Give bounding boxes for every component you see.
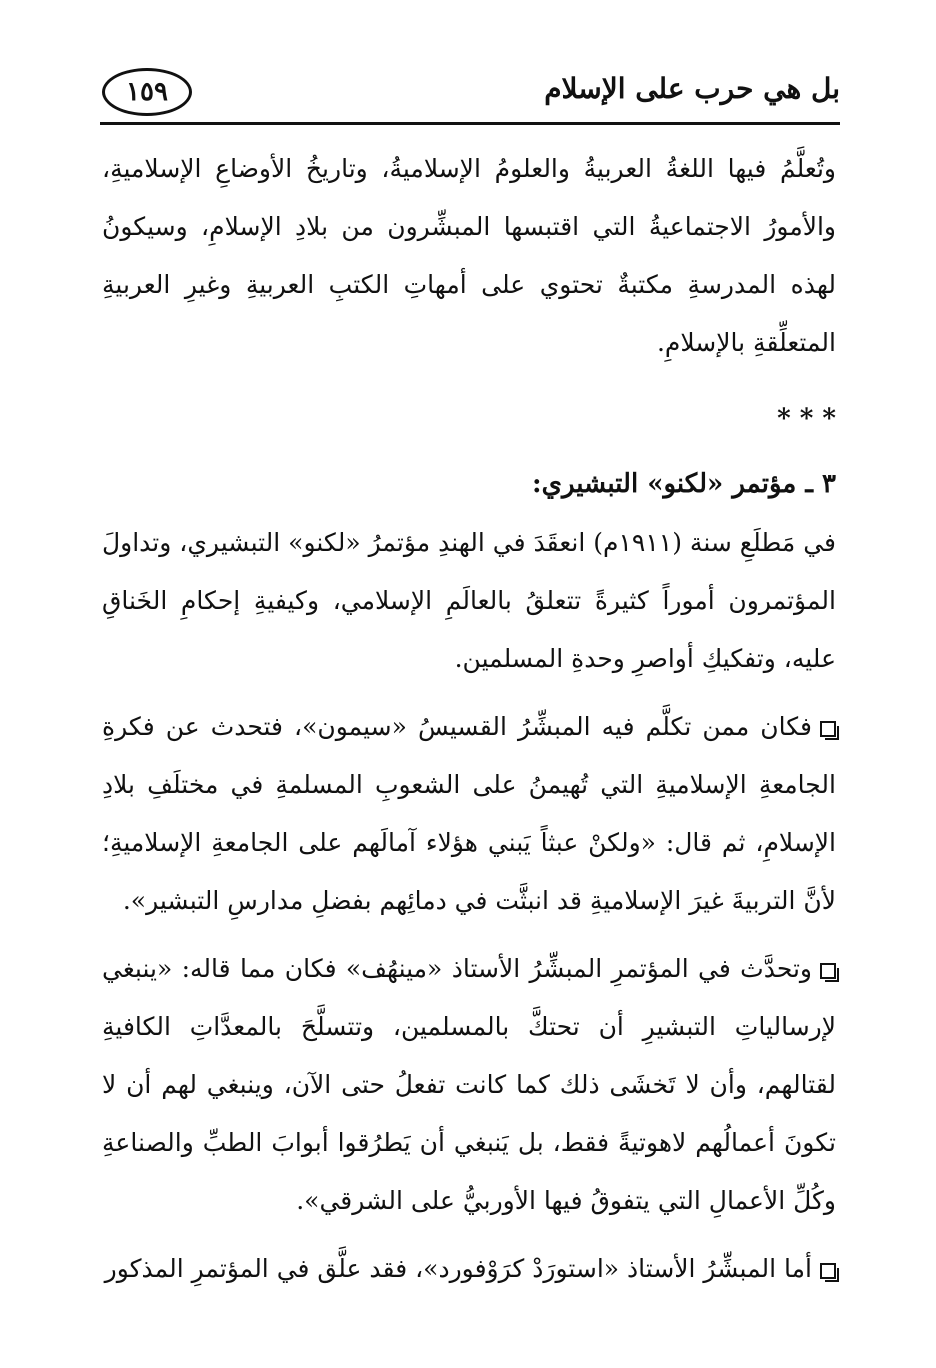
paragraph-1: وتُعلَّمُ فيها اللغةُ العربيةُ والعلومُ الإسلاميةُ، وتاريخُ الأوضاعِ الإسلاميةِ، والأمورُ الاجتماعيةُ التي اقتبسها المبشِّرون من بلادِ الإسلامِ، وسيكونُ لهذه المدرسةِ مكتبةٌ تحتوي على أمهاتِ الكتبِ العربيةِ وغيرِ العربيةِ المتعلِّقةِ بالإسلامِ. <box>102 154 836 357</box>
page-number: ١٥٩ <box>102 68 192 116</box>
square-bullet-icon <box>820 721 836 737</box>
paragraph-4-text: وتحدَّث في المؤتمرِ المبشِّرُ الأستاذ «مينهُف» فكان مما قاله: «ينبغي لإرسالياتِ التبشيرِ أن تحتكَّ بالمسلمين، وتتسلَّحَ بالمعدَّاتِ الكافيةِ لقتالهم، وأن لا تَخشَى ذلك كما كانت تفعلُ حتى الآن، وينبغي لهم أن لا تكونَ أعمالُهم لاهوتيةً فقط، بل يَنبغي أن يَطرُقوا أبوابَ الطبِّ والصناعةِ وكُلِّ الأعمالِ التي يتفوقُ فيها الأوربيُّ على الشرقي». <box>102 954 836 1215</box>
paragraph-4 <box>102 940 836 1230</box>
square-bullet-icon <box>820 963 836 979</box>
running-title: بل هي حرب على الإسلام <box>544 72 840 105</box>
paragraph-2-text: في مَطلَعِ سنة (١٩١١م) انعقَدَ في الهندِ مؤتمرُ «لكنو» التبشيري، وتداولَ المؤتمرون أموراً كثيرةً تتعلقُ بالعالَمِ الإسلامي، وكيفيةِ إحكامِ الخَناقِ عليه، وتفكيكِ أواصرِ وحدةِ المسلمين. <box>102 528 836 673</box>
paragraph-5-text: أما المبشِّرُ الأستاذ «استورَدْ كرَوْفورد»، فقد علَّق في المؤتمرِ المذكور <box>104 1254 812 1283</box>
section-heading: ٣ ـ مؤتمر «لكنو» التبشيري: <box>532 469 836 499</box>
header-rule <box>100 122 840 125</box>
paragraph-2 <box>102 514 836 688</box>
paragraph-5 <box>102 1240 836 1298</box>
section-divider: * * * <box>777 404 836 434</box>
main-text <box>102 140 836 1298</box>
paragraph-3-text: فكان ممن تكلَّم فيه المبشِّرُ القسيسُ «سيمون»، فتحدث عن فكرةِ الجامعةِ الإسلاميةِ التي تُهيمنُ على الشعوبِ المسلمةِ في مختلَفِ بلادِ الإسلامِ، ثم قال: «ولكنْ عبثاً يَبني هؤلاء آمالَهم على الجامعةِ الإسلاميةِ؛ لأنَّ التربيةَ غيرَ الإسلاميةِ قد انبثَّت في دمائِهم بفضلِ مدارسِ التبشير». <box>102 712 836 915</box>
square-bullet-icon <box>820 1263 836 1279</box>
page-header <box>100 62 840 124</box>
paragraph-3 <box>102 698 836 930</box>
